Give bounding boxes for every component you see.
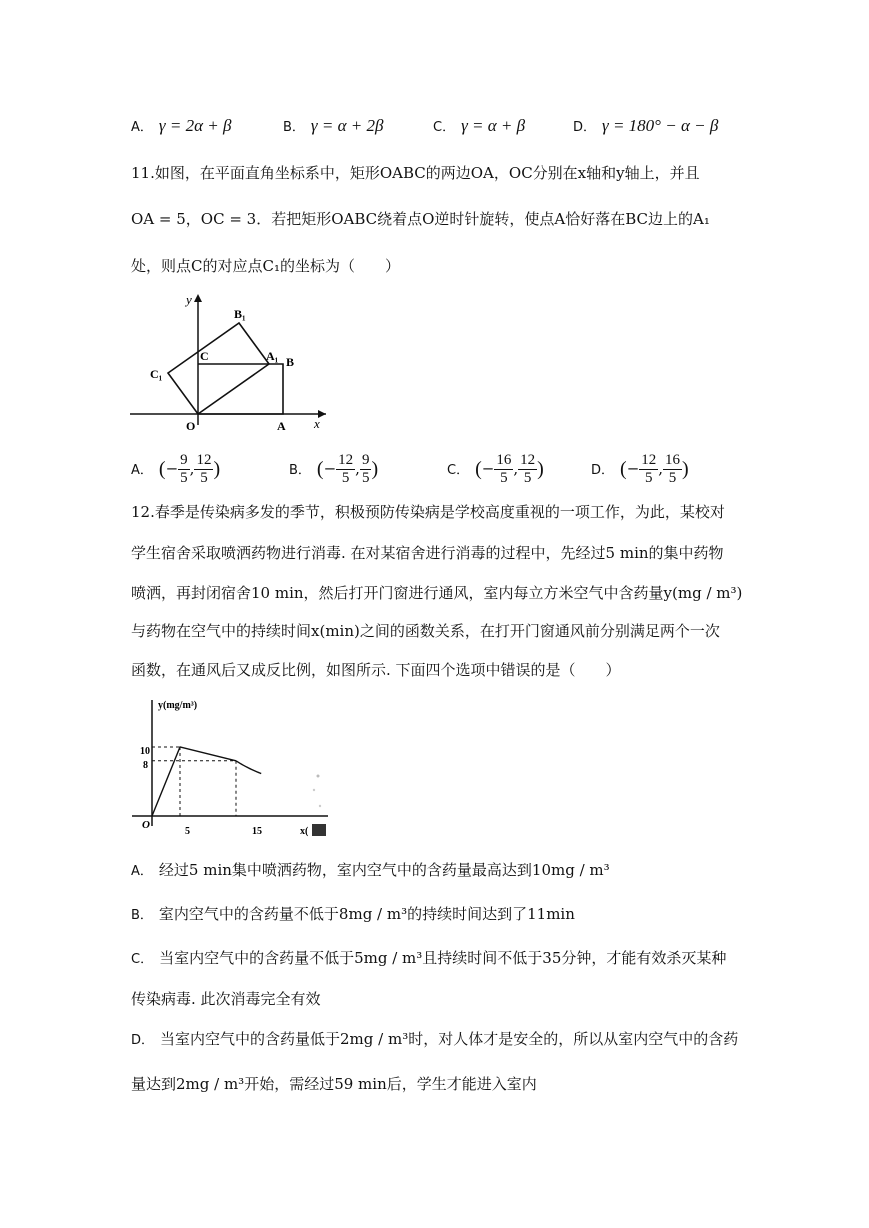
series-curve [236, 761, 261, 774]
q11-option-d: D． (− $\frac{12}{5}$ , $\frac{16}{5}$ ) [591, 452, 689, 486]
q10-option-a: A． γ = 2α + β [131, 116, 232, 135]
q11-rotation-figure [128, 290, 338, 440]
q11-stem-line-2: OA = 5，OC = 3．若把矩形OABC绕着点O逆时针旋转，使点A恰好落在BC边上的A₁ [131, 210, 710, 228]
q10-options [131, 116, 751, 146]
q12-stem-line-1: 12.春季是传染病多发的季节，积极预防传染病是学校高度重视的一项工作，为此，某校对 [131, 503, 725, 521]
q11-stem-line-3: 处，则点C的对应点C₁的坐标为（ ） [131, 257, 400, 275]
q12-option-a: A． 经过5 min集中喷洒药物，室内空气中的含药量最高达到10mg / m³ [131, 861, 610, 879]
chart-xlabel: x( [300, 826, 309, 837]
chart-xtick-15: 15 [252, 826, 262, 837]
rectangle-oabc [198, 364, 283, 414]
q12-stem-line-3: 喷洒，再封闭宿舍10 min，然后打开门窗进行通风，室内每立方米空气中含药量y(mg / m³) [131, 584, 743, 602]
label-c1: C₁ [150, 367, 163, 381]
q11-option-a: A． (− $\frac{9}{5}$ , $\frac{12}{5}$ ) [131, 452, 221, 486]
chart-xlabel-smudge [312, 824, 326, 836]
label-x: x [314, 416, 320, 431]
q11-option-b: B． (− $\frac{12}{5}$ , $\frac{9}{5}$ ) [289, 452, 379, 486]
chart-speckle [313, 789, 315, 791]
chart-ytick-10: 10 [140, 746, 150, 757]
q10-option-c: C． γ = α + β [433, 116, 526, 135]
q12-stem-line-5: 函数，在通风后又成反比例，如图所示. 下面四个选项中错误的是（ ） [131, 661, 621, 679]
q10-option-b: B． γ = α + 2β [283, 116, 384, 135]
label-c: C [200, 349, 209, 363]
q12-option-d: D． 当室内空气中的含药量低于2mg / m³时，对人体才是安全的，所以从室内空气中的含药 [131, 1030, 739, 1048]
y-axis-arrow [194, 294, 202, 302]
label-b: B [286, 355, 295, 369]
q12-option-d-cont: 量达到2mg / m³开始，需经过59 min后，学生才能进入室内 [131, 1075, 537, 1093]
series-line [152, 747, 236, 816]
chart-xtick-5: 5 [185, 826, 190, 837]
q12-option-c: C． 当室内空气中的含药量不低于5mg / m³且持续时间不低于35分钟，才能有效杀灭某种 [131, 949, 727, 967]
chart-speckle [317, 775, 320, 778]
q11-options [131, 452, 751, 488]
chart-ylabel: y(mg/m³) [158, 700, 198, 711]
chart-origin-label: O [142, 819, 150, 831]
chart-speckle [319, 805, 321, 807]
rectangle-oa1b1c1 [168, 323, 269, 414]
q12-option-b: B． 室内空气中的含药量不低于8mg / m³的持续时间达到了11min [131, 905, 575, 923]
q12-stem-line-4: 与药物在空气中的持续时间x(min)之间的函数关系，在打开门窗通风前分别满足两个一次 [131, 622, 720, 640]
label-y: y [186, 292, 192, 307]
q10-option-d: D． γ = 180° − α − β [573, 116, 719, 135]
q12-concentration-chart [128, 694, 338, 844]
q11-option-c: C． (− $\frac{16}{5}$ , $\frac{12}{5}$ ) [447, 452, 544, 486]
chart-ytick-8: 8 [143, 760, 148, 771]
label-a: A [277, 419, 286, 433]
label-a1: A₁ [266, 349, 279, 363]
q12-stem-line-2: 学生宿舍采取喷洒药物进行消毒. 在对某宿舍进行消毒的过程中，先经过5 min的集中药物 [131, 544, 724, 562]
q11-stem-line-1: 11.如图，在平面直角坐标系中，矩形OABC的两边OA，OC分别在x轴和y轴上，并且 [131, 164, 700, 182]
q12-option-c-cont: 传染病毒. 此次消毒完全有效 [131, 990, 321, 1008]
label-b1: B₁ [234, 307, 246, 321]
label-o: O [186, 419, 196, 433]
